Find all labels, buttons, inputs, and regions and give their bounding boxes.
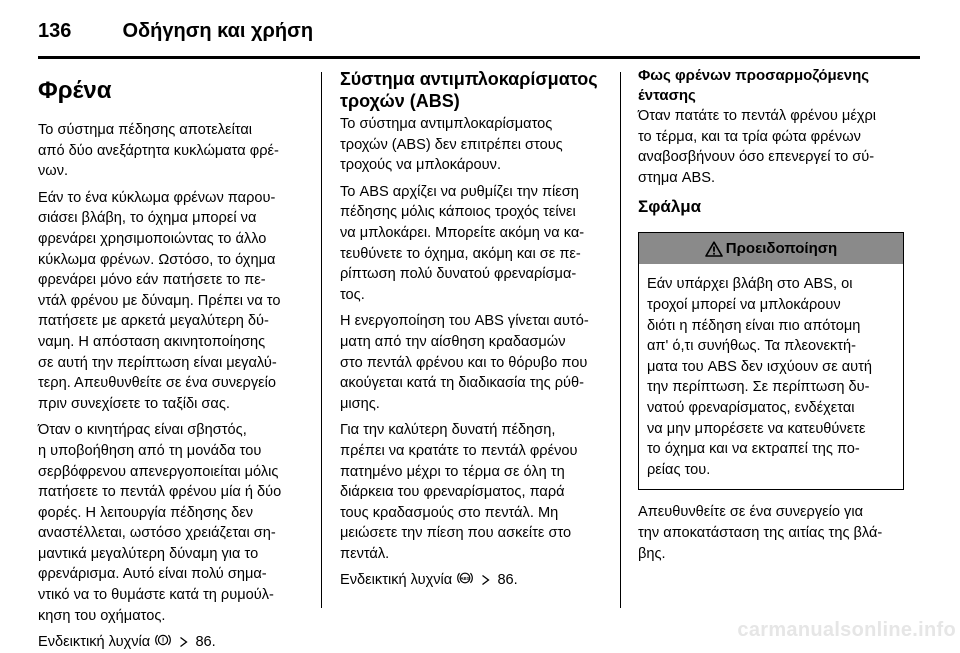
- text-line: τροχούς να μπλοκάρουν.: [340, 157, 502, 174]
- text-line: την αποκατάσταση της αιτίας της βλά-: [638, 524, 883, 541]
- text-line: ακούγεται κατά τη διαδικασία της ρύθ-: [340, 375, 584, 392]
- column-brakes: [38, 66, 306, 653]
- svg-text:ABS: ABS: [460, 576, 470, 582]
- text-line: το όχημα και να εκτραπεί της πο-: [647, 441, 860, 458]
- text-line: πρέπει να κρατάτε το πεντάλ φρένου: [340, 442, 578, 459]
- reference-arrow-icon: [179, 636, 188, 648]
- text-line: Εάν υπάρχει βλάβη στο ABS, οι: [647, 276, 853, 293]
- text-line: Απευθυνθείτε σε ένα συνεργείο για: [638, 504, 864, 521]
- paragraph-brake-system: [38, 120, 306, 182]
- text-line: διότι η πέδηση είναι πιο απότομη: [647, 317, 861, 334]
- warning-triangle-icon: [705, 241, 723, 257]
- text-line: η υποβοήθηση από τη μονάδα του: [38, 442, 262, 459]
- section-heading-brakes: Φρένα: [38, 77, 112, 104]
- text-line: σε αυτή την περίπτωση είναι μεγαλύ-: [38, 354, 277, 371]
- column-abs: [340, 66, 606, 591]
- header-rule: [38, 56, 920, 59]
- text-line: από δύο ανεξάρτητα κυκλώματα φρέ-: [38, 142, 279, 159]
- text-line: τροχοί μπορεί να μπλοκάρουν: [647, 296, 841, 313]
- reference-page: 86.: [195, 634, 216, 651]
- text-line: σιάσει βλάβη, το όχημα μπορεί να: [38, 210, 257, 227]
- reference-label: Ενδεικτική λυχνία: [38, 634, 151, 651]
- text-line: αναβοσβήνουν όσο επενεργεί το σύ-: [638, 149, 875, 166]
- text-line: μαντικά μεγαλύτερη δύναμη για το: [38, 545, 259, 562]
- section-heading-adaptive-brake-light: [638, 66, 904, 106]
- text-line: φρενάρισμα. Αυτό είναι πολύ σημα-: [38, 566, 267, 583]
- column-adaptive-brake-light: [638, 66, 904, 570]
- text-line: μισης.: [340, 395, 380, 412]
- cross-reference-brake-lamp: [38, 632, 306, 653]
- text-line: αναστέλλεται, ωστόσο χρειάζεται ση-: [38, 525, 276, 542]
- text-line: Η ενεργοποίηση του ABS γίνεται αυτό-: [340, 313, 589, 330]
- brake-warning-lamp-icon: [154, 632, 172, 648]
- column-divider: [321, 72, 322, 608]
- text-line: νατού φρεναρίσματος, ενδέχεται: [647, 399, 855, 416]
- text-line: βης.: [638, 545, 666, 562]
- paragraph-abs-best-braking: [340, 420, 606, 564]
- text-line: Όταν πατάτε το πεντάλ φρένου μέχρι: [638, 108, 877, 124]
- page-number: 136: [38, 20, 72, 42]
- paragraph-circuit-failure: [38, 188, 306, 415]
- text-line: πριν συνεχίσετε το ταξίδι σας.: [38, 395, 230, 412]
- text-line: στημα ABS.: [638, 169, 716, 186]
- text-line: στο πεντάλ φρένου και το θόρυβο που: [340, 354, 588, 371]
- warning-box: [638, 232, 904, 490]
- text-line: τος.: [340, 286, 365, 303]
- text-line: Το σύστημα πέδησης αποτελείται: [38, 122, 253, 138]
- text-line: να μπλοκάρει. Μπορείτε ακόμη να κα-: [340, 224, 585, 241]
- paragraph-contact-workshop: [638, 502, 904, 564]
- text-line: Όταν ο κινητήρας είναι σβηστός,: [38, 422, 247, 439]
- paragraph-adaptive-brake-light: [638, 106, 904, 188]
- warning-body: [639, 264, 903, 489]
- watermark: carmanualsonline.info: [737, 619, 956, 641]
- svg-text:!: !: [162, 637, 165, 645]
- paragraph-abs-regulation: [340, 182, 606, 306]
- section-heading-abs: [340, 68, 606, 112]
- reference-arrow-icon: [481, 574, 490, 586]
- text-line: κύκλωμα φρένων. Ωστόσο, το όχημα: [38, 251, 276, 268]
- heading-line: Σύστημα αντιμπλοκαρίσματος: [340, 69, 598, 89]
- text-line: ρείας του.: [647, 461, 711, 478]
- text-line: διάρκεια του φρεναρίσματος, παρά: [340, 484, 565, 501]
- text-line: νων.: [38, 163, 69, 180]
- text-line: απ' ό,τι συνήθως. Τα πλεονεκτή-: [647, 338, 857, 355]
- text-line: Το ABS αρχίζει να ρυθμίζει την πίεση: [340, 183, 579, 200]
- section-heading-fault: Σφάλμα: [638, 197, 702, 217]
- paragraph-engine-off: [38, 420, 306, 626]
- text-line: τερη. Απευθυνθείτε σε ένα συνεργείο: [38, 375, 276, 392]
- text-line: Το σύστημα αντιμπλοκαρίσματος: [340, 116, 553, 132]
- text-line: τροχών (ABS) δεν επιτρέπει στους: [340, 136, 563, 153]
- heading-line: έντασης: [638, 87, 696, 104]
- page-title: Οδήγηση και χρήση: [122, 20, 314, 42]
- text-line: ναμη. Η απόσταση ακινητοποίησης: [38, 333, 266, 350]
- text-line: φορές. Η λειτουργία πέδησης δεν: [38, 504, 254, 521]
- text-line: τους κραδασμούς στο πεντάλ. Μη: [340, 504, 559, 521]
- text-line: ματα του ABS δεν ισχύουν σε αυτή: [647, 358, 873, 375]
- text-line: πέδησης μόλις κάποιος τροχός τείνει: [340, 204, 576, 221]
- text-line: το τέρμα, και τα τρία φώτα φρένων: [638, 128, 861, 145]
- text-line: πατημένο μέχρι το τέρμα σε όλη τη: [340, 463, 565, 480]
- abs-warning-lamp-icon: [456, 570, 474, 586]
- text-line: τευθύνετε το όχημα, ακόμη και σε πε-: [340, 245, 581, 262]
- text-line: πατήσετε με αρκετά μεγαλύτερη δύ-: [38, 313, 269, 330]
- text-line: Για την καλύτερη δυνατή πέδηση,: [340, 422, 556, 439]
- cross-reference-abs-lamp: [340, 570, 606, 591]
- text-line: φρενάρει χρησιμοποιώντας το άλλο: [38, 230, 267, 247]
- text-line: πεντάλ.: [340, 545, 390, 562]
- text-line: ματη από την αίσθηση κραδασμών: [340, 333, 566, 350]
- heading-line: Φως φρένων προσαρμοζόμενης: [638, 67, 870, 84]
- reference-page: 86.: [497, 572, 518, 589]
- text-line: ρίπτωση πολύ δυνατού φρεναρίσμα-: [340, 266, 577, 283]
- text-line: την περίπτωση. Σε περίπτωση δυ-: [647, 379, 870, 396]
- text-line: μειώσετε την πίεση που ασκείτε στο: [340, 525, 572, 542]
- paragraph-abs-activation: [340, 311, 606, 414]
- text-line: ντάλ φρένου με δύναμη. Πρέπει να το: [38, 292, 281, 309]
- page-header: [38, 20, 313, 46]
- text-line: φρενάρει μόνο εάν πατήσετε το πε-: [38, 272, 266, 289]
- text-line: κηση του οχήματος.: [38, 607, 166, 624]
- heading-line: τροχών (ABS): [340, 91, 460, 111]
- warning-header: [639, 233, 903, 264]
- text-line: ντικό να το θυμάστε κατά τη ρυμούλ-: [38, 587, 274, 604]
- warning-title: Προειδοποίηση: [725, 239, 838, 257]
- text-line: πατήσετε το πεντάλ φρένου μία ή δύο: [38, 484, 282, 501]
- reference-label: Ενδεικτική λυχνία: [340, 572, 453, 589]
- text-line: σερβόφρενου απενεργοποιείται μόλις: [38, 463, 279, 480]
- column-divider: [620, 72, 621, 608]
- text-line: να μην μπορέσετε να κατευθύνετε: [647, 420, 866, 437]
- text-line: Εάν το ένα κύκλωμα φρένων παρου-: [38, 189, 276, 206]
- paragraph-abs-intro: [340, 114, 606, 176]
